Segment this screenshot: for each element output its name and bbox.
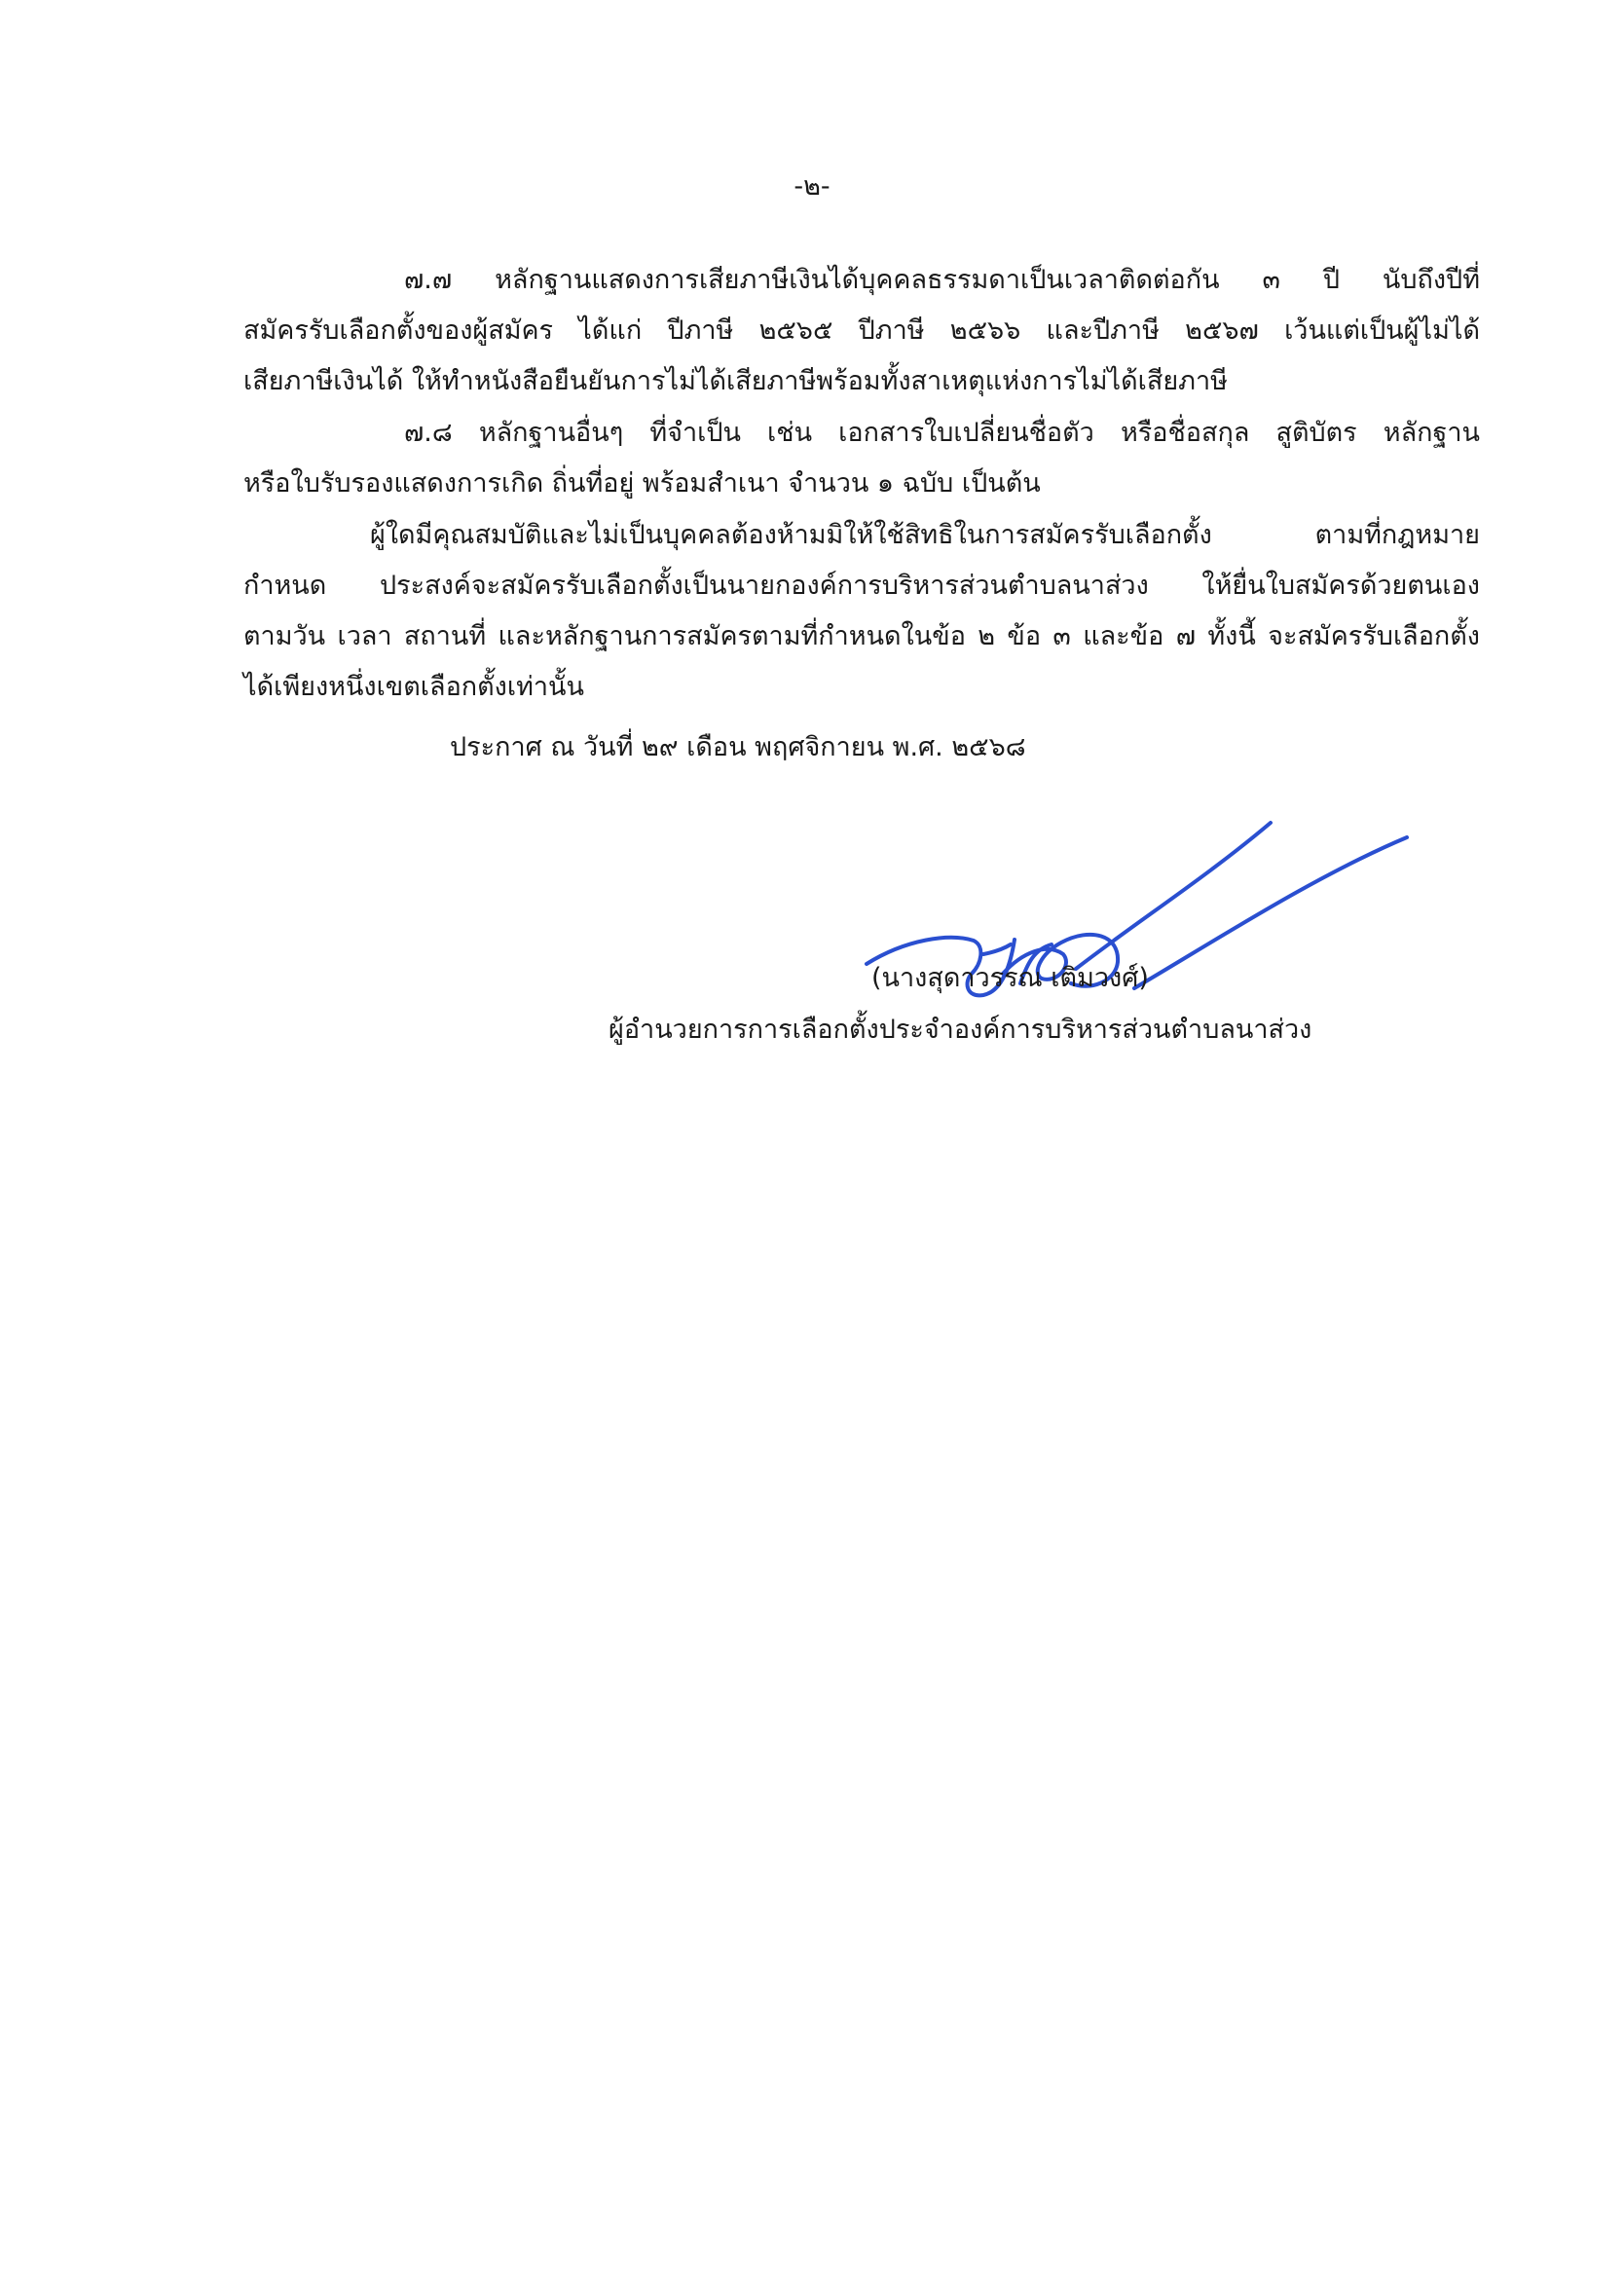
paragraph-7-8-line-1: ๗.๘ หลักฐานอื่นๆ ที่จำเป็น เช่น เอกสารใบเปลี่ยนชื่อตัว หรือชื่อสกุล สูติบัตร หลักฐาน [404,418,1480,448]
announcement-date: ประกาศ ณ วันที่ ๒๙ เดือน พฤศจิกายน พ.ศ. ๒๕๖๘ [450,732,1026,762]
paragraph-7-7-line-3: เสียภาษีเงินได้ ให้ทำหนังสือยืนยันการไม่ได้เสียภาษีพร้อมทั้งสาเหตุแห่งการไม่ได้เสียภาษี [243,366,1228,396]
signatory-title: ผู้อำนวยการการเลือกตั้งประจำองค์การบริหารส่วนตำบลนาส่วง [609,1015,1312,1045]
qualification-line-1: ผู้ใดมีคุณสมบัติและไม่เป็นบุคคลต้องห้ามมิให้ใช้สิทธิในการสมัครรับเลือกตั้ง ตามที่กฎหมาย [370,520,1480,550]
paragraph-7-7-line-2: สมัครรับเลือกตั้งของผู้สมัคร ได้แก่ ปีภาษี ๒๕๖๕ ปีภาษี ๒๕๖๖ และปีภาษี ๒๕๖๗ เว้นแต่เป็นผู้ไม่ได้ [243,315,1480,346]
signatory-name: (นางสุดาวรรณ เติมวงศ์) [871,963,1149,993]
qualification-line-2: กำหนด ประสงค์จะสมัครรับเลือกตั้งเป็นนายกองค์การบริหารส่วนตำบลนาส่วง ให้ยื่นใบสมัครด้วยตนเอง [243,571,1480,601]
paragraph-7-7-line-1: ๗.๗ หลักฐานแสดงการเสียภาษีเงินได้บุคคลธรรมดาเป็นเวลาติดต่อกัน ๓ ปี นับถึงปีที่ [404,265,1480,295]
paragraph-7-8-line-2: หรือใบรับรองแสดงการเกิด ถิ่นที่อยู่ พร้อมสำเนา จำนวน ๑ ฉบับ เป็นต้น [243,468,1041,499]
qualification-line-3: ตามวัน เวลา สถานที่ และหลักฐานการสมัครตามที่กำหนดในข้อ ๒ ข้อ ๓ และข้อ ๗ ทั้งนี้ จะสมัครรับเลือกตั้ง [243,621,1480,651]
qualification-line-4: ได้เพียงหนึ่งเขตเลือกตั้งเท่านั้น [243,672,584,702]
page-number: -๒- [794,171,830,202]
